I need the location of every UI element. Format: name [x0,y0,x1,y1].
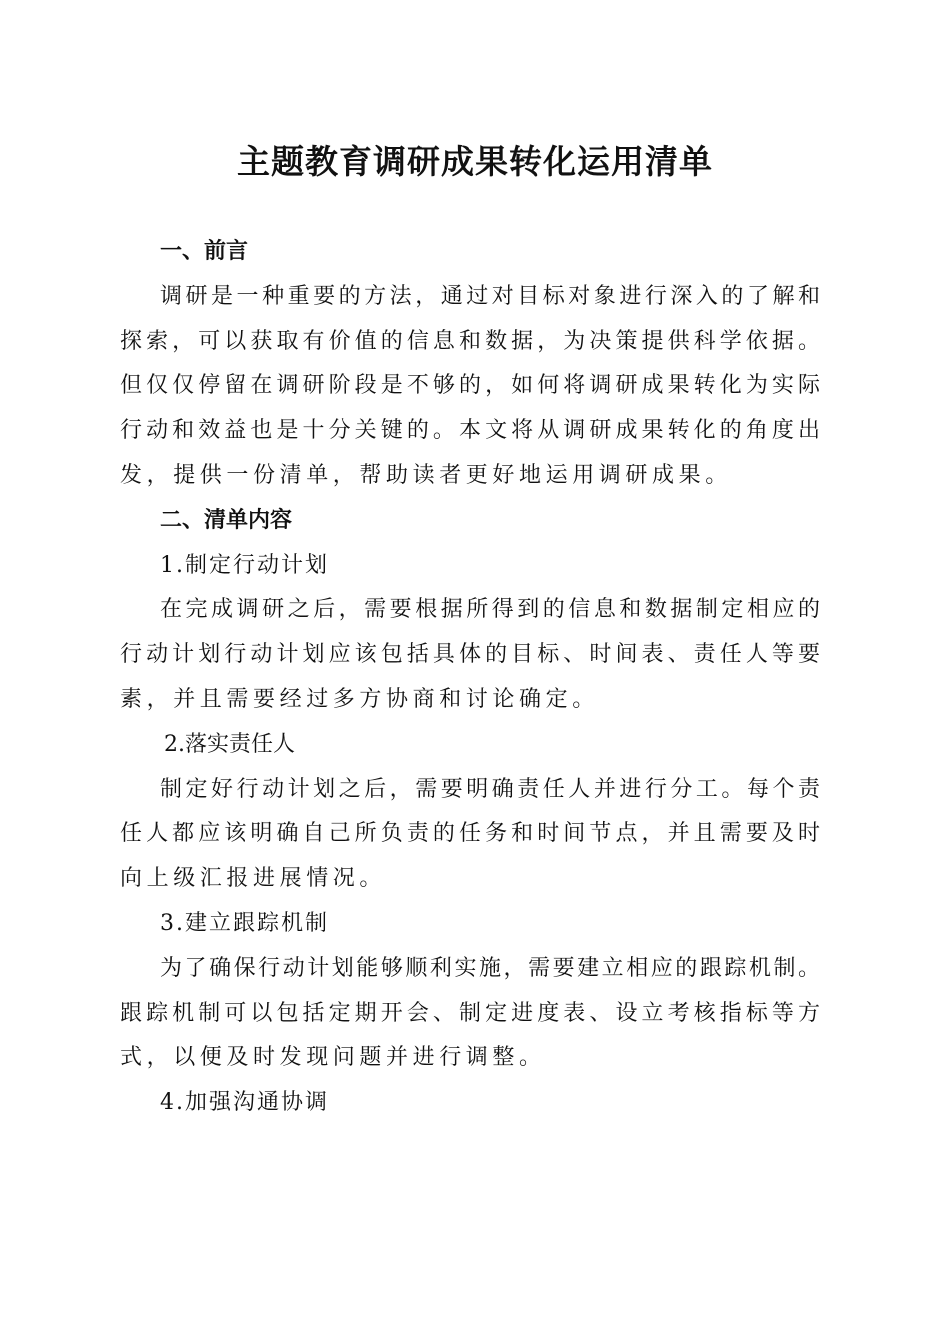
paragraph-line: 行动和效益也是十分关键的。本文将从调研成果转化的角度出 [120,418,820,444]
paragraph-line: 素，并且需要经过多方协商和讨论确定。 [120,686,599,712]
item-title-1: 1.制定行动计划 [160,552,329,578]
paragraph-line: 在完成调研之后，需要根据所得到的信息和数据制定相应的 [160,597,820,623]
section-heading-contents: 二、清单内容 [160,507,293,533]
paragraph-line: 探索，可以获取有价值的信息和数据，为决策提供科学依据。 [120,328,820,354]
paragraph-line: 行动计划行动计划应该包括具体的目标、时间表、责任人等要 [120,642,820,668]
paragraph-line: 制定好行动计划之后，需要明确责任人并进行分工。每个责 [160,776,820,802]
section-heading-preface: 一、前言 [160,239,249,264]
paragraph-line: 为了确保行动计划能够顺利实施，需要建立相应的跟踪机制。 [160,955,820,981]
item-title-3: 3.建立跟踪机制 [160,910,329,936]
paragraph-line: 跟踪机制可以包括定期开会、制定进度表、设立考核指标等方 [120,1000,820,1026]
item-title-4: 4.加强沟通协调 [160,1090,329,1116]
paragraph-line: 发，提供一份清单，帮助读者更好地运用调研成果。 [120,462,732,488]
document-body [120,230,820,1126]
paragraph-line: 调研是一种重要的方法，通过对目标对象进行深入的了解和 [160,283,820,309]
item-title-2: 2.落实责任人 [164,731,295,757]
document-title: 主题教育调研成果转化运用清单 [237,142,713,181]
paragraph-line: 向上级汇报进展情况。 [120,866,387,892]
paragraph-line: 式，以便及时发现问题并进行调整。 [120,1045,546,1071]
paragraph-line: 任人都应该明确自己所负责的任务和时间节点，并且需要及时 [120,821,820,847]
paragraph-line: 但仅仅停留在调研阶段是不够的，如何将调研成果转化为实际 [120,373,820,399]
